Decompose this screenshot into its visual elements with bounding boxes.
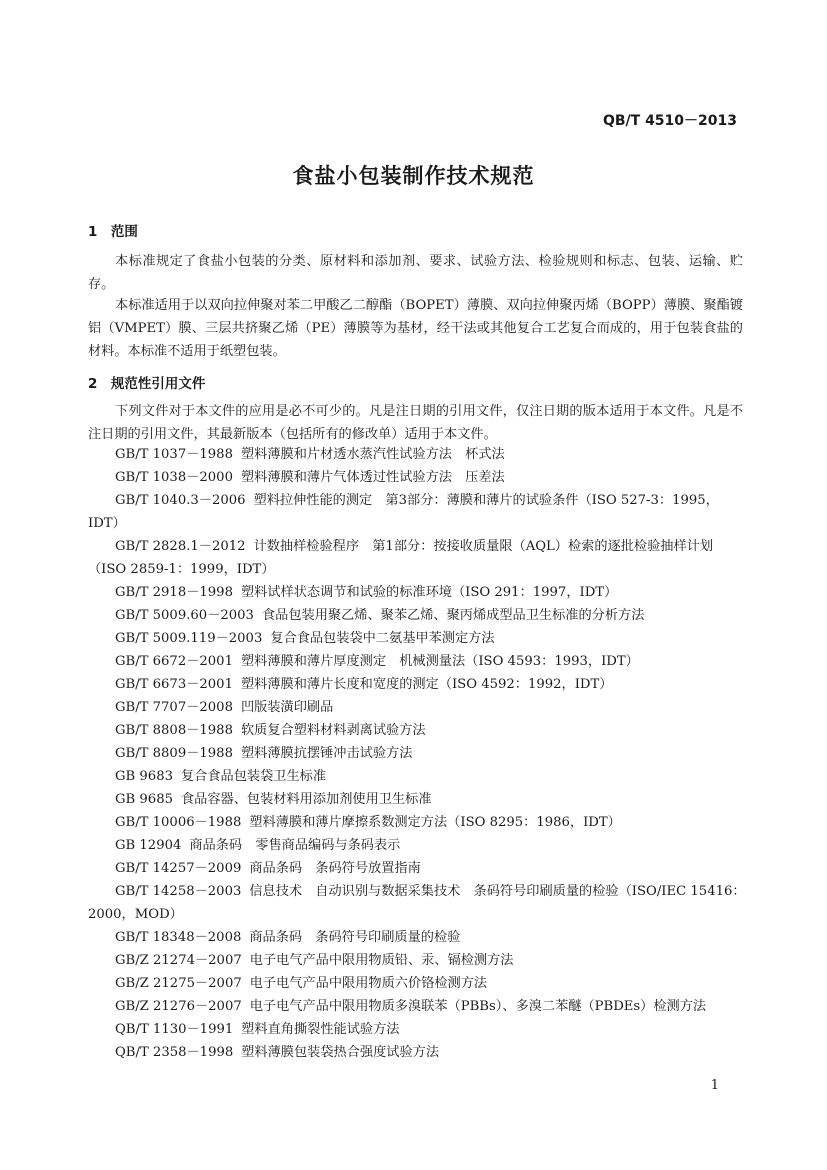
reference-item [88, 834, 748, 857]
reference-code: GB/Z 21276－2007 [115, 999, 242, 1014]
reference-title: 塑料薄膜抗摆锤冲击试验方法 [240, 746, 413, 761]
reference-code: GB/T 1040.3－2006 [115, 493, 246, 508]
reference-item [88, 443, 748, 466]
reference-code: GB/T 10006－1988 [115, 815, 242, 830]
reference-code: GB 9685 [115, 792, 173, 807]
reference-code: GB/T 14257－2009 [115, 861, 242, 876]
reference-title: 塑料薄膜和薄片长度和宽度的测定（ISO 4592：1992，IDT） [240, 677, 613, 692]
reference-item [88, 535, 748, 581]
reference-title: 商品条码 条码符号放置指南 [249, 861, 421, 876]
reference-title: 计数抽样检验程序 第1部分：按接收质量限（AQL）检索的逐批检验抽样计划（ISO 2859-1：1999，IDT） [88, 539, 714, 577]
reference-item [88, 650, 748, 673]
reference-code: GB/T 8808－1988 [115, 723, 233, 738]
reference-title: 塑料试样状态调节和试验的标准环境（ISO 291：1997，IDT） [240, 585, 618, 600]
reference-code: QB/T 2358－1998 [115, 1045, 234, 1060]
reference-list [88, 443, 748, 1064]
reference-code: GB/T 5009.60－2003 [115, 608, 254, 623]
reference-item [88, 696, 748, 719]
reference-title: 塑料薄膜和片材透水蒸汽性试验方法 杯式法 [240, 447, 505, 462]
reference-title: 电子电气产品中限用物质多溴联苯（PBBs）、多溴二苯醚（PBDEs）检测方法 [249, 999, 707, 1014]
reference-item [88, 489, 748, 535]
reference-code: GB/T 2828.1－2012 [115, 539, 246, 554]
reference-title: 凹版装潢印刷品 [240, 700, 334, 715]
reference-code: GB/Z 21275－2007 [115, 976, 242, 991]
reference-title: 商品条码 条码符号印刷质量的检验 [249, 930, 461, 945]
document-title: 食盐小包装制作技术规范 [292, 164, 535, 188]
reference-code: GB/Z 21274－2007 [115, 953, 242, 968]
reference-code: GB/T 18348－2008 [115, 930, 242, 945]
reference-item [88, 604, 748, 627]
reference-item [88, 788, 748, 811]
reference-code: GB/T 5009.119－2003 [115, 631, 263, 646]
reference-title: 软质复合塑料材料剥离试验方法 [240, 723, 426, 738]
section-2-intro: 下列文件对于本文件的应用是必不可少的。凡是注日期的引用文件，仅注日期的版本适用于本文件。凡是不注日期的引用文件，其最新版本（包括所有的修改单）适用于本文件。 [88, 404, 743, 442]
reference-item [88, 880, 748, 926]
reference-item [88, 673, 748, 696]
reference-item [88, 742, 748, 765]
reference-item [88, 995, 748, 1018]
reference-title: 塑料拉伸性能的测定 第3部分：薄膜和薄片的试验条件（ISO 527-3：1995，IDT） [88, 493, 719, 531]
reference-code: GB/T 1038－2000 [115, 470, 233, 485]
reference-title: 食品容器、包装材料用添加剂使用卫生标准 [180, 792, 432, 807]
section-1-paragraph-1: 本标准规定了食盐小包装的分类、原材料和添加剂、要求、试验方法、检验规则和标志、包装、运输、贮存。 [88, 254, 743, 292]
section-1-heading: 1 范围 [88, 224, 138, 240]
reference-item [88, 627, 748, 650]
reference-code: GB/T 1037－1988 [115, 447, 233, 462]
reference-code: GB/T 7707－2008 [115, 700, 233, 715]
reference-code: GB/T 6672－2001 [115, 654, 233, 669]
reference-item [88, 972, 748, 995]
reference-title: 塑料薄膜和薄片厚度测定 机械测量法（ISO 4593：1993，IDT） [240, 654, 639, 669]
reference-item [88, 949, 748, 972]
reference-item [88, 857, 748, 880]
reference-code: GB/T 6673－2001 [115, 677, 233, 692]
reference-title: 塑料薄膜包装袋热合强度试验方法 [241, 1045, 440, 1060]
reference-title: 塑料薄膜和薄片摩擦系数测定方法（ISO 8295：1986，IDT） [249, 815, 621, 830]
section-1-paragraph-2: 本标准适用于以双向拉伸聚对苯二甲酸乙二醇酯（BOPET）薄膜、双向拉伸聚丙烯（BOPP）薄膜、聚酯镀铝（VMPET）膜、三层共挤聚乙烯（PE）薄膜等为基材，经干法或其他复合工艺复合而成的，用于包装食盐的材料。本标准不适用于纸塑包装。 [88, 298, 743, 359]
page-number: 1 [710, 1078, 719, 1093]
reference-title: 复合食品包装袋卫生标准 [180, 769, 327, 784]
reference-code: GB/T 8809－1988 [115, 746, 233, 761]
reference-title: 塑料薄膜和薄片气体透过性试验方法 压差法 [240, 470, 505, 485]
reference-code: QB/T 1130－1991 [115, 1022, 234, 1037]
reference-title: 电子电气产品中限用物质六价铬检测方法 [249, 976, 488, 991]
reference-code: GB/T 2918－1998 [115, 585, 233, 600]
reference-title: 塑料直角撕裂性能试验方法 [241, 1022, 400, 1037]
reference-item [88, 466, 748, 489]
reference-item [88, 1041, 748, 1064]
standard-code: QB/T 4510－2013 [602, 113, 737, 129]
reference-code: GB/T 14258－2003 [115, 884, 242, 899]
reference-title: 电子电气产品中限用物质铅、汞、镉检测方法 [249, 953, 514, 968]
reference-item [88, 765, 748, 788]
reference-item [88, 1018, 748, 1041]
reference-title: 复合食品包装袋中二氨基甲苯测定方法 [270, 631, 495, 646]
reference-item [88, 926, 748, 949]
reference-code: GB 12904 [115, 838, 182, 853]
reference-item [88, 581, 748, 604]
reference-title: 食品包装用聚乙烯、聚苯乙烯、聚丙烯成型品卫生标准的分析方法 [261, 608, 645, 623]
reference-title: 商品条码 零售商品编码与条码表示 [189, 838, 401, 853]
section-2-heading: 2 规范性引用文件 [88, 376, 206, 392]
reference-title: 信息技术 自动识别与数据采集技术 条码符号印刷质量的检验（ISO/IEC 15416：2000，MOD） [88, 884, 746, 922]
reference-code: GB 9683 [115, 769, 173, 784]
reference-item [88, 719, 748, 742]
reference-item [88, 811, 748, 834]
